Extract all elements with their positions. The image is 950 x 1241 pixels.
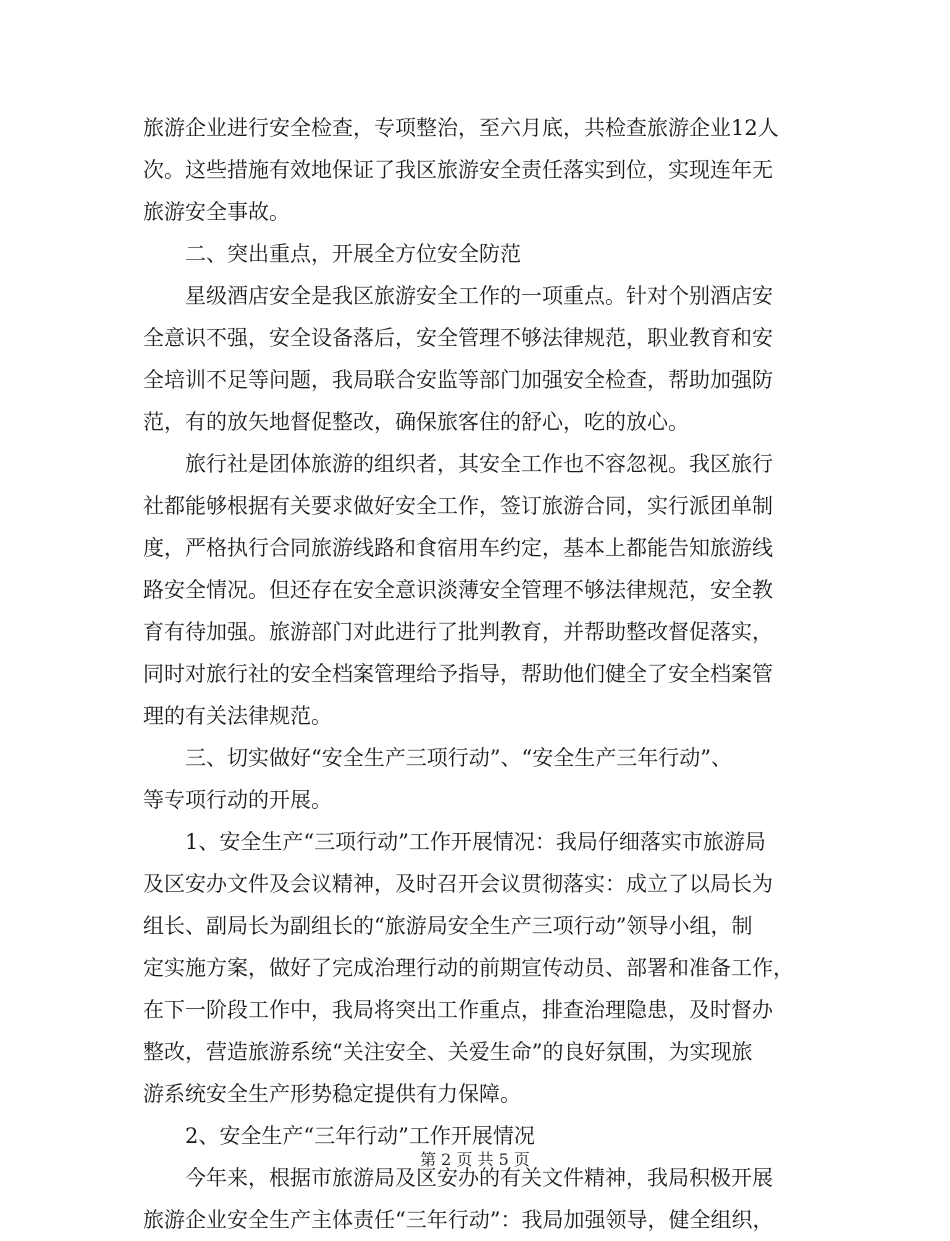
section-heading: 三、切实做好“安全生产三项行动”、“安全生产三年行动”、 [185,746,732,770]
text-line: 度，严格执行合同旅游线路和食宿用车约定，基本上都能告知旅游线 [143,536,773,560]
text-line: 旅行社是团体旅游的组织者，其安全工作也不容忽视。我区旅行 [185,452,773,476]
text-line: 及区安办文件及会议精神，及时召开会议贯彻落实：成立了以局长为 [143,872,773,896]
text-line: 育有待加强。旅游部门对此进行了批判教育，并帮助整改督促落实， [143,620,773,644]
text-line: 整改，营造旅游系统“关注安全、关爱生命”的良好氛围，为实现旅 [143,1040,753,1064]
text-line: 同时对旅行社的安全档案管理给予指导，帮助他们健全了安全档案管 [143,662,773,686]
text-line: 1、安全生产“三项行动”工作开展情况：我局仔细落实市旅游局 [185,830,766,854]
section-heading: 等专项行动的开展。 [143,788,332,812]
text-line: 今年来，根据市旅游局及区安办的有关文件精神，我局积极开展 [185,1166,773,1190]
text-line: 次。这些措施有效地保证了我区旅游安全责任落实到位，实现连年无 [143,158,773,182]
subsection-heading: 2、安全生产“三年行动”工作开展情况 [185,1124,535,1148]
text-line: 定实施方案，做好了完成治理行动的前期宣传动员、部署和准备工作， [143,956,794,980]
text-line: 游系统安全生产形势稳定提供有力保障。 [143,1082,521,1106]
text-line: 旅游企业进行安全检查，专项整治，至六月底，共检查旅游企业12人 [143,116,779,140]
text-line: 组长、副局长为副组长的“旅游局安全生产三项行动”领导小组，制 [143,914,753,938]
text-line: 全意识不强，安全设备落后，安全管理不够法律规范，职业教育和安 [143,326,773,350]
text-line: 社都能够根据有关要求做好安全工作，签订旅游合同，实行派团单制 [143,494,773,518]
text-line: 在下一阶段工作中，我局将突出工作重点，排查治理隐患，及时督办 [143,998,773,1022]
page-number-footer: 第 2 页 共 5 页 [420,1150,530,1169]
text-line: 星级酒店安全是我区旅游安全工作的一项重点。针对个别酒店安 [185,284,773,308]
section-heading: 二、突出重点，开展全方位安全防范 [185,242,521,266]
text-line: 全培训不足等问题，我局联合安监等部门加强安全检查，帮助加强防 [143,368,773,392]
text-line: 旅游安全事故。 [143,200,290,224]
text-line: 理的有关法律规范。 [143,704,332,728]
text-line: 旅游企业安全生产主体责任“三年行动”：我局加强领导，健全组织， [143,1208,774,1232]
text-line: 范，有的放矢地督促整改，确保旅客住的舒心，吃的放心。 [143,410,689,434]
text-line: 路安全情况。但还存在安全意识淡薄安全管理不够法律规范，安全教 [143,578,773,602]
